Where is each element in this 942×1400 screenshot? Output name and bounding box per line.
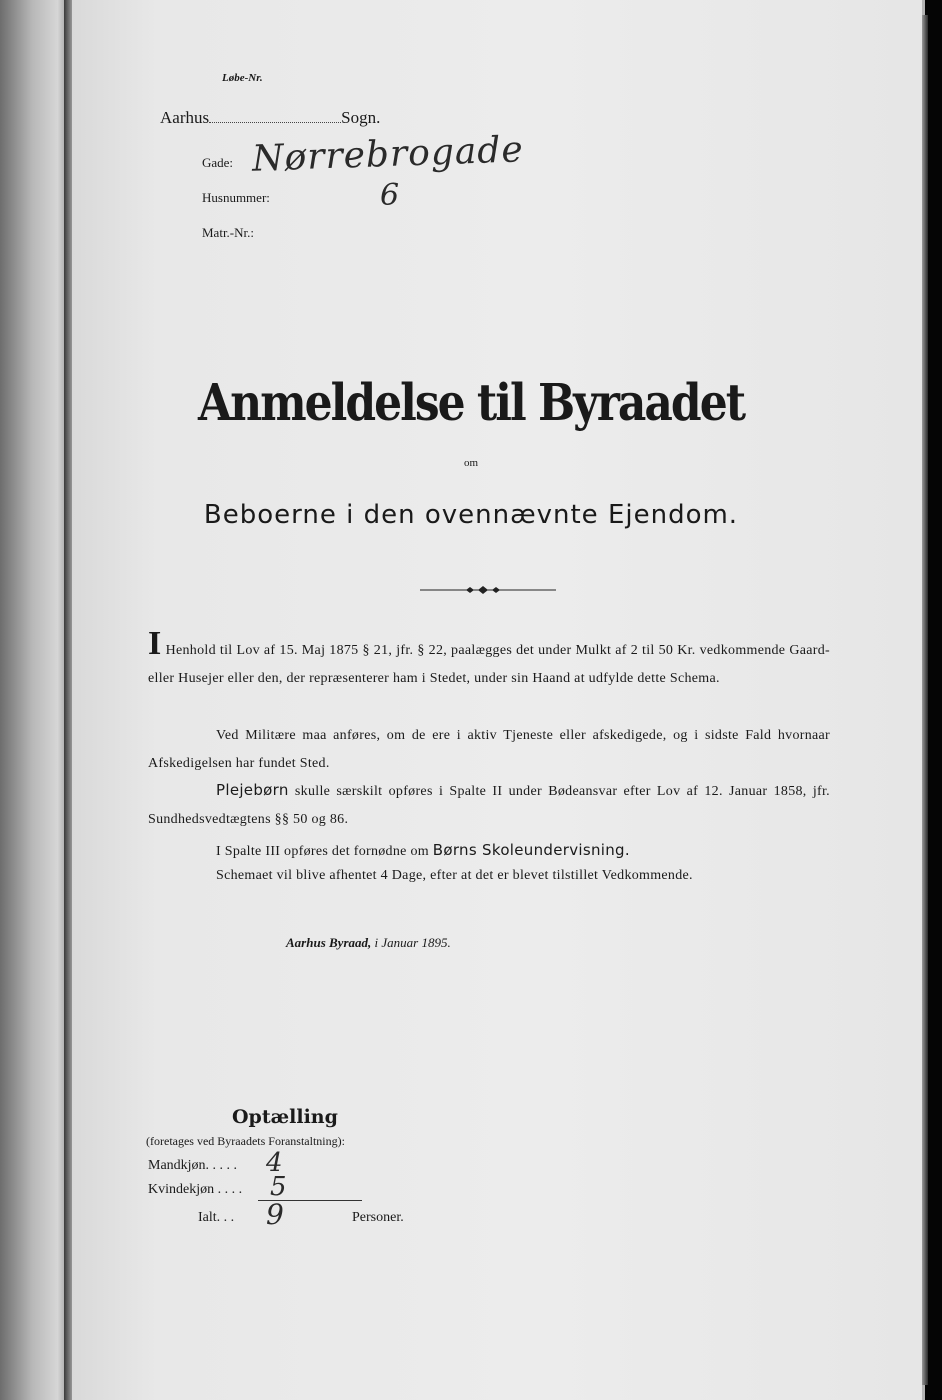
tally-note: (foretages ved Byraadets Foranstaltning): — [146, 1134, 345, 1148]
instruction-text-2: Ved Militære maa anføres, om de ere i aktiv Tjeneste eller afskedigede, og i sidste Fald hvornaar Afskedigelsen har fundet Sted. — [148, 728, 830, 771]
house-number-label: Husnummer: — [202, 190, 270, 205]
drop-initial: I — [148, 625, 162, 662]
instruction-text-3: skulle særskilt opføres i Spalte II under Bødeansvar efter Lov af 12. Januar 1858, jfr. Sundhedsvedtægtens §§ 50 og 86. — [148, 784, 830, 827]
school-education-emphasis: Børns Skoleundervisning. — [432, 841, 630, 859]
male-count-handwritten: 4 — [266, 1148, 283, 1178]
tally-female-row — [148, 1182, 242, 1198]
street-label: Gade: — [202, 155, 234, 170]
female-count-handwritten: 5 — [270, 1172, 287, 1202]
instruction-paragraph-1 — [148, 625, 830, 693]
instruction-paragraph-5 — [148, 862, 830, 890]
house-number-handwritten-value: 6 — [380, 178, 400, 213]
instruction-text-5: Schemaet vil blive afhentet 4 Dage, efter at det er blevet tilstillet Vedkommende. — [216, 868, 693, 883]
parish-label: Sogn. — [341, 108, 381, 127]
issuer-name: Aarhus Byraad, — [286, 935, 372, 950]
document-subtitle: Beboerne i den ovennævnte Ejendom. — [203, 500, 739, 530]
ornament-divider — [420, 586, 556, 594]
tally-male-row — [148, 1158, 237, 1174]
matr-nr-label: Matr.-Nr.: — [202, 225, 254, 240]
foster-children-heading: Plejebørn — [216, 781, 289, 799]
tally-title: Optælling — [232, 1106, 338, 1128]
parish-dotted-field[interactable] — [209, 122, 341, 123]
lobe-nr-label: Løbe-Nr. — [222, 72, 263, 84]
instruction-paragraph-2 — [148, 722, 830, 778]
city-name: Aarhus — [160, 108, 210, 127]
instruction-text-4: I Spalte III opføres det fornødne om — [216, 844, 429, 859]
document-title: Anmeldelse til Byraadet — [197, 374, 745, 433]
total-count-handwritten: 9 — [266, 1198, 284, 1231]
title-connector: om — [463, 457, 479, 469]
street-handwritten-value: Nørrebrogade — [251, 129, 525, 180]
left-page-edge — [0, 0, 72, 1400]
male-label: Mandkjøn. . . . . — [148, 1158, 238, 1173]
issue-date: i Januar 1895. — [374, 935, 451, 950]
persons-label: Personer. — [352, 1210, 404, 1225]
total-label: Ialt. . . — [198, 1210, 235, 1225]
issuer-signature-line — [286, 935, 451, 951]
instruction-paragraph-3 — [148, 776, 830, 834]
tally-total-row — [198, 1210, 234, 1226]
female-label: Kvindekjøn . . . . — [148, 1182, 243, 1197]
instruction-text-1: Henhold til Lov af 15. Maj 1875 § 21, jfr. § 22, paalægges det under Mulkt af 2 til 50 Kr. vedkommende Gaard- eller Husejer eller den, der repræsenterer ham i Stedet, under sin Haand at udfylde dette Schema. — [148, 643, 830, 686]
page-edge-shadow — [922, 15, 928, 1385]
parish-line — [160, 108, 380, 128]
